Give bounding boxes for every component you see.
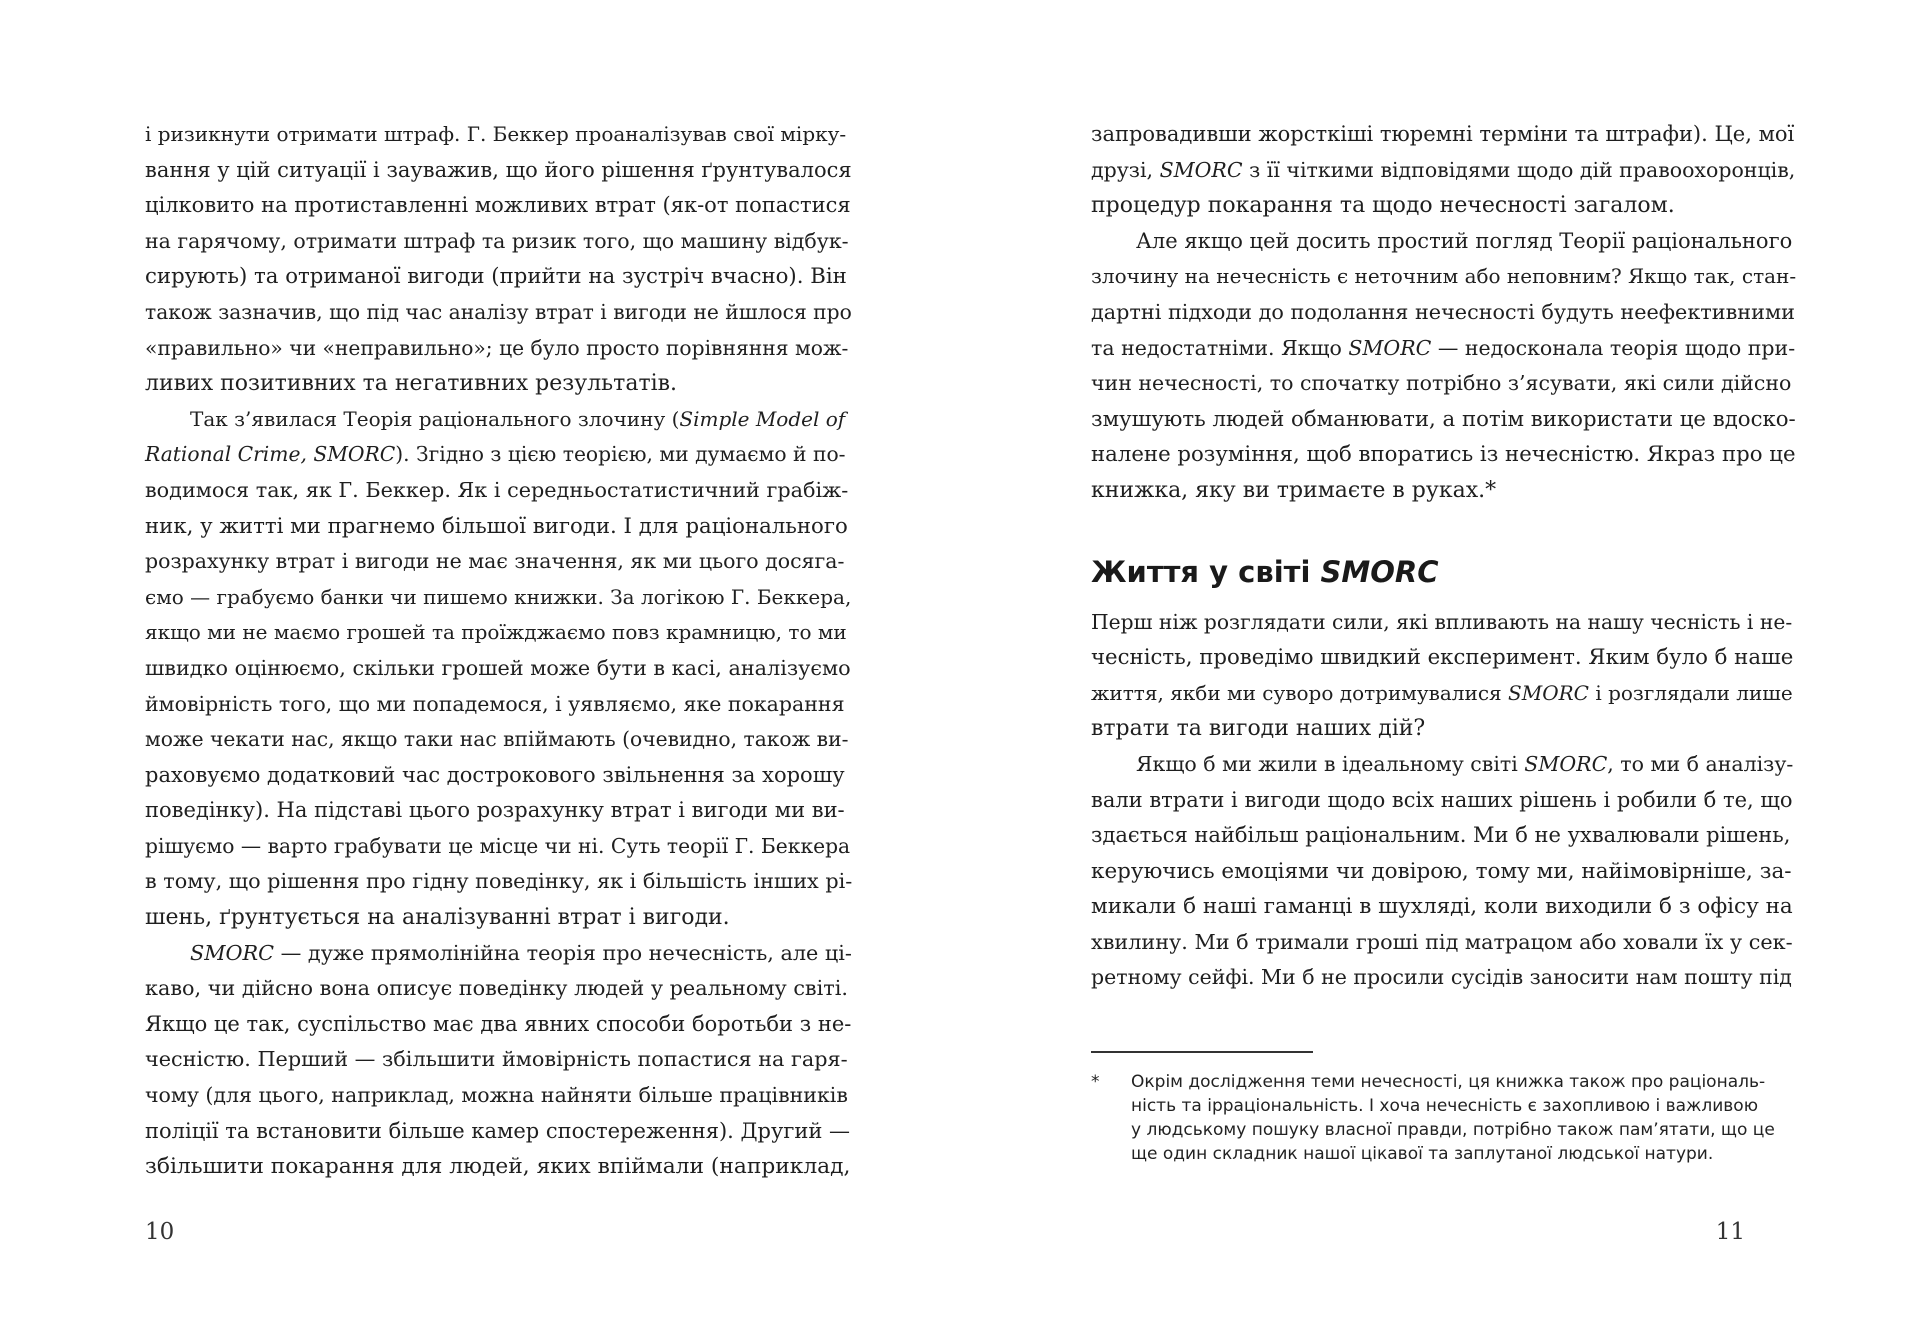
- text-line: [1091, 331, 1797, 367]
- text-line: керуючись емоціями чи довірою, тому ми, найімовірніше, за-: [1091, 858, 1792, 884]
- heading-italic: SMORC: [1320, 554, 1439, 589]
- italic-run: SMORC: [1159, 157, 1243, 182]
- italic-run: SMORC: [1524, 751, 1608, 776]
- italic-run: Rational Crime, SMORC: [145, 442, 396, 467]
- text-run: — дуже прямолінійна теорія про нечесність, але ці-: [273, 940, 852, 965]
- italic-run: Simple Model of: [679, 406, 846, 431]
- italic-run: SMORC: [190, 940, 274, 965]
- text-line: сирують) та отриманої вигоди (прийти на зустріч вчасно). Він: [145, 264, 847, 290]
- heading-text: Життя у світі: [1091, 554, 1321, 589]
- text-line: водимося так, як Г. Беккер. Як і середньостатистичний грабіж-: [145, 477, 849, 502]
- paragraph: [145, 402, 851, 936]
- text-line: [145, 936, 851, 972]
- text-line: [1091, 747, 1797, 783]
- text-line: Перш ніж розглядати сили, які впливають на нашу чесність і не-: [1091, 609, 1793, 634]
- text-line: чин нечесності, то спочатку потрібно з’ясувати, які сили дійсно: [1091, 371, 1792, 396]
- footnote-marker: *: [1091, 1072, 1100, 1092]
- section-heading: [1091, 552, 1797, 592]
- text-run: Якщо б ми жили в ідеальному світі: [1136, 751, 1525, 776]
- paragraph: [1091, 747, 1797, 996]
- text-line: може чекати нас, якщо таки нас впіймають (очевидно, також ви-: [145, 727, 849, 752]
- text-line: поліції та встановити більше камер спостереження). Другий —: [145, 1118, 851, 1143]
- text-line: ємо — грабуємо банки чи пишемо книжки. За логікою Г. Беккера,: [145, 584, 852, 609]
- text-line: ймовірність того, що ми попадемося, і уявляємо, яке покарання: [145, 691, 845, 716]
- text-line: злочину на нечесність є неточним або неповним? Якщо так, стан-: [1091, 264, 1797, 289]
- text-line: рішуємо — варто грабувати це місце чи ні. Суть теорії Г. Беккера: [145, 833, 851, 858]
- text-line: каво, чи дійсно вона описує поведінку людей у реальному світі.: [145, 976, 848, 1001]
- footnote-divider: [1091, 1051, 1313, 1053]
- text-line: вання у цій ситуації і зауважив, що його рішення ґрунтувалося: [145, 157, 852, 182]
- text-run: друзі,: [1091, 157, 1160, 182]
- text-line: здається найбільш раціональним. Ми б не ухвалювали рішень,: [1091, 823, 1791, 848]
- text-line: змушують людей обманювати, а потім використати це вдоско-: [1091, 406, 1796, 432]
- text-line: втрати та вигоди наших дій?: [1091, 716, 1426, 742]
- text-line: також зазначив, що під час аналізу втрат і вигоди не йшлося про: [145, 299, 852, 324]
- text-run: та недостатніми. Якщо: [1091, 335, 1349, 360]
- text-line: раховуємо додатковий час дострокового звільнення за хорошу: [145, 762, 845, 787]
- footnote-body: [1131, 1070, 1797, 1166]
- text-run: Так з’явилася Теорія раціонального злочину (: [190, 406, 680, 431]
- text-line: процедур покарання та щодо нечесності загалом.: [1091, 193, 1675, 219]
- page-number: 10: [145, 1219, 175, 1245]
- page-number: 11: [1715, 1219, 1745, 1245]
- paragraph: [1091, 224, 1797, 509]
- paragraph: [1091, 117, 1797, 224]
- text-line: [145, 402, 851, 438]
- text-line: [145, 437, 851, 473]
- left-text-column: [145, 117, 851, 1185]
- paragraph: [145, 117, 851, 402]
- text-line: збільшити покарання для людей, яких впіймали (наприклад,: [145, 1154, 851, 1180]
- text-line: запровадивши жорсткіші тюремні терміни та штрафи). Це, мої: [1091, 122, 1795, 146]
- text-line: ливих позитивних та негативних результатів.: [145, 371, 678, 397]
- text-line: налене розуміння, щоб впоратись із нечесністю. Якраз про це: [1091, 442, 1796, 468]
- text-line: чому (для цього, наприклад, можна найняти більше працівників: [145, 1083, 848, 1108]
- text-line: швидко оцінюємо, скільки грошей може бути в касі, аналізуємо: [145, 655, 851, 680]
- text-line: Якщо це так, суспільство має два явних способи боротьби з не-: [145, 1011, 852, 1036]
- text-line: і ризикнути отримати штраф. Г. Беккер проаналізував свої мірку-: [145, 122, 847, 146]
- text-line: [1091, 153, 1797, 189]
- text-run: з її чіткими відповідями щодо дій правоохоронців,: [1242, 157, 1796, 182]
- text-line: «правильно» чи «неправильно»; це було просто порівняння мож-: [145, 335, 849, 360]
- text-line: в тому, що рішення про гідну поведінку, як і більшість інших рі-: [145, 869, 853, 894]
- footnote: [1091, 1070, 1797, 1166]
- footnote-line: ще один складник нашої цікавої та заплутаної людської натури.: [1131, 1144, 1714, 1164]
- right-text-column: [1091, 117, 1797, 996]
- text-line: ник, у житті ми прагнемо більшої вигоди. І для раціонального: [145, 513, 848, 539]
- footnote-line: у людському пошуку власної правди, потрібно також пам’ятати, що це: [1131, 1120, 1775, 1140]
- text-line: якщо ми не маємо грошей та проїжджаємо повз крамницю, то ми: [145, 620, 847, 645]
- right-page: [960, 0, 1920, 1325]
- text-line: вали втрати і вигоди щодо всіх наших рішень і робили б те, що: [1091, 787, 1793, 812]
- text-line: Але якщо цей досить простий погляд Теорії раціонального: [1136, 228, 1793, 253]
- text-run: , то ми б аналізу-: [1607, 751, 1794, 776]
- italic-run: SMORC: [1508, 680, 1589, 705]
- footnote-line: ність та ірраціональність. І хоча нечесність є захопливою і важливою: [1131, 1096, 1758, 1116]
- text-line: чесністю. Перший — збільшити ймовірність попастися на гаря-: [145, 1047, 848, 1072]
- paragraph: [1091, 605, 1797, 747]
- footnote-line: Окрім дослідження теми нечесності, ця книжка також про раціональ-: [1131, 1072, 1766, 1092]
- text-run: і розглядали лише: [1588, 680, 1793, 705]
- text-line: цілковито на протиставленні можливих втрат (як-от попастися: [145, 193, 851, 218]
- text-line: чесність, проведімо швидкий експеримент. Яким було б наше: [1091, 645, 1794, 671]
- text-line: микали б наші гаманці в шухляді, коли виходили б з офісу на: [1091, 894, 1793, 920]
- italic-run: SMORC: [1348, 335, 1432, 360]
- text-run: — недосконала теорія щодо при-: [1431, 335, 1796, 360]
- text-run: життя, якби ми суворо дотримувалися: [1091, 680, 1509, 705]
- text-line: на гарячому, отримати штраф та ризик того, що машину відбук-: [145, 228, 849, 253]
- text-line: дартні підходи до подолання нечесності будуть неефективними: [1091, 299, 1795, 324]
- text-line: розрахунку втрат і вигоди не має значення, як ми цього досяга-: [145, 549, 845, 574]
- text-line: хвилину. Ми б тримали гроші під матрацом або ховали їх у сек-: [1091, 929, 1793, 954]
- text-line: книжка, яку ви тримаєте в руках.*: [1091, 477, 1497, 503]
- text-line: поведінку). На підставі цього розрахунку втрат і вигоди ми ви-: [145, 798, 845, 823]
- text-line: шень, ґрунтується на аналізуванні втрат і вигоди.: [145, 905, 730, 931]
- text-line: [1091, 676, 1797, 712]
- text-line: ретному сейфі. Ми б не просили сусідів заносити нам пошту під: [1091, 965, 1792, 990]
- text-run: ). Згідно з цією теорією, ми думаємо й по-: [395, 442, 846, 467]
- paragraph: [145, 936, 851, 1185]
